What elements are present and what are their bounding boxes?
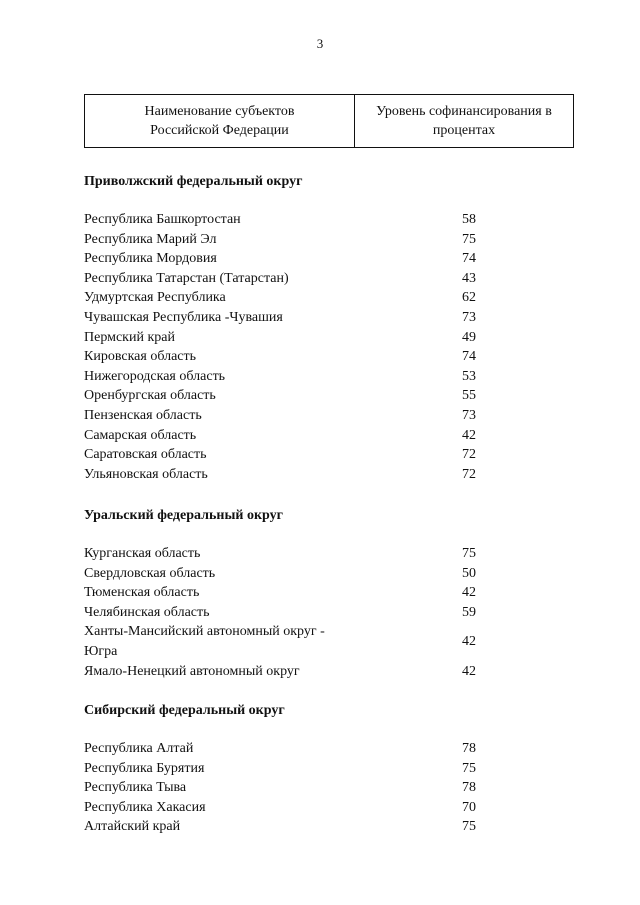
cofinancing-value: 75 bbox=[462, 819, 476, 835]
cofinancing-value: 74 bbox=[462, 251, 476, 267]
region-name: Республика Алтай bbox=[84, 741, 194, 756]
table-row bbox=[84, 544, 504, 564]
table-row bbox=[84, 347, 504, 367]
region-name: Республика Тыва bbox=[84, 780, 187, 796]
cofinancing-value: 73 bbox=[462, 407, 476, 423]
region-list bbox=[84, 739, 504, 837]
region-name: Ямало-Ненецкий автономный округ bbox=[84, 663, 300, 679]
cofinancing-value: 50 bbox=[462, 565, 476, 581]
table-row bbox=[84, 269, 504, 289]
cofinancing-value: 78 bbox=[462, 741, 476, 756]
region-name: Республика Мордовия bbox=[84, 251, 217, 267]
cofinancing-value: 59 bbox=[462, 604, 476, 620]
cofinancing-value: 75 bbox=[462, 546, 476, 561]
section-sibirsky bbox=[84, 701, 504, 837]
region-name: Алтайский край bbox=[84, 819, 181, 835]
table-row bbox=[84, 386, 504, 406]
table-row bbox=[84, 367, 504, 387]
cofinancing-value: 58 bbox=[462, 212, 476, 227]
cofinancing-value: 78 bbox=[462, 780, 476, 796]
table-row bbox=[84, 564, 504, 584]
table-row bbox=[84, 426, 504, 446]
region-name: Саратовская область bbox=[84, 447, 207, 463]
region-name: Республика Татарстан (Татарстан) bbox=[84, 270, 289, 286]
region-name: Республика Хакасия bbox=[84, 799, 206, 815]
cofinancing-value: 75 bbox=[462, 231, 476, 247]
region-name: Ханты-Мансийский автономный округ - Югра bbox=[84, 624, 325, 659]
section-title: Сибирский федеральный округ bbox=[84, 703, 285, 718]
region-name: Пензенская область bbox=[84, 407, 202, 423]
table-row bbox=[84, 583, 504, 603]
cofinancing-value: 74 bbox=[462, 349, 476, 365]
cofinancing-value: 42 bbox=[462, 663, 476, 679]
table-row bbox=[84, 328, 504, 348]
cofinancing-value: 70 bbox=[462, 799, 476, 815]
section-title: Приволжский федеральный округ bbox=[84, 174, 303, 189]
table-row bbox=[84, 798, 504, 818]
region-list bbox=[84, 210, 504, 484]
region-name: Самарская область bbox=[84, 427, 197, 443]
table-row bbox=[84, 249, 504, 269]
cofinancing-value: 72 bbox=[462, 447, 476, 463]
cofinancing-value: 42 bbox=[462, 427, 476, 443]
region-name: Республика Бурятия bbox=[84, 760, 205, 776]
table-row bbox=[84, 465, 504, 485]
table-row bbox=[84, 230, 504, 250]
table-row bbox=[84, 445, 504, 465]
section-privolzhsky bbox=[84, 172, 504, 484]
table-row bbox=[84, 308, 504, 328]
table-row bbox=[84, 210, 504, 230]
table-row bbox=[84, 406, 504, 426]
cofinancing-value: 73 bbox=[462, 309, 476, 325]
table-row bbox=[84, 759, 504, 779]
region-name: Челябинская область bbox=[84, 604, 210, 620]
cofinancing-value: 55 bbox=[462, 388, 476, 404]
table-row bbox=[84, 739, 504, 759]
table-header bbox=[84, 94, 574, 148]
section-uralsky bbox=[84, 506, 504, 681]
cofinancing-value: 49 bbox=[462, 329, 476, 345]
table-row bbox=[84, 662, 504, 682]
section-title: Уральский федеральный округ bbox=[84, 508, 283, 523]
table-row bbox=[84, 817, 504, 837]
cofinancing-value: 53 bbox=[462, 368, 476, 384]
cofinancing-value: 42 bbox=[462, 634, 476, 650]
region-name: Ульяновская область bbox=[84, 466, 208, 482]
cofinancing-value: 75 bbox=[462, 760, 476, 776]
region-list bbox=[84, 544, 504, 681]
region-name: Пермский край bbox=[84, 329, 175, 345]
cofinancing-value: 42 bbox=[462, 585, 476, 601]
region-name: Кировская область bbox=[84, 349, 197, 365]
table-row bbox=[84, 778, 504, 798]
region-name: Республика Марий Эл bbox=[84, 231, 217, 247]
table-row bbox=[84, 603, 504, 623]
region-name: Свердловская область bbox=[84, 565, 216, 581]
cofinancing-value: 72 bbox=[462, 466, 476, 482]
header-subject-name: Наименование субъектов Российской Федерации bbox=[85, 95, 355, 147]
table-row bbox=[84, 622, 504, 661]
region-name: Удмуртская Республика bbox=[84, 290, 226, 306]
region-name: Тюменская область bbox=[84, 585, 200, 601]
cofinancing-value: 62 bbox=[462, 290, 476, 306]
cofinancing-value: 43 bbox=[462, 270, 476, 286]
header-cofinancing-level: Уровень софинансирования в процентах bbox=[376, 104, 552, 138]
region-name: Курганская область bbox=[84, 546, 201, 561]
table-row bbox=[84, 288, 504, 308]
region-name: Чувашская Республика -Чувашия bbox=[84, 309, 283, 325]
region-name: Республика Башкортостан bbox=[84, 212, 241, 227]
page-number: 3 bbox=[316, 36, 324, 51]
region-name: Нижегородская область bbox=[84, 368, 226, 384]
region-name: Оренбургская область bbox=[84, 388, 216, 404]
